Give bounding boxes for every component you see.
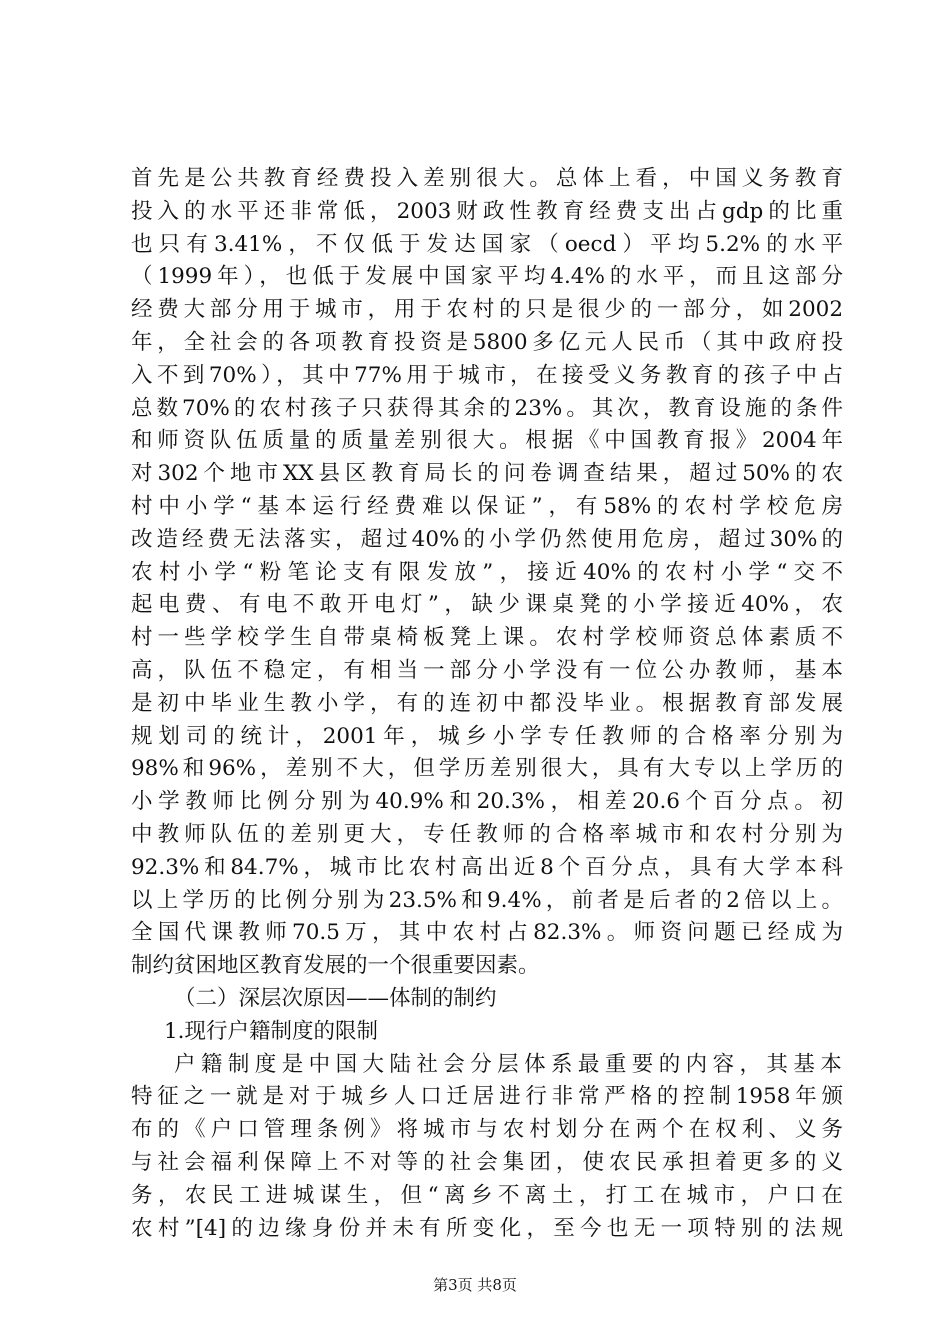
text-line: 布的《户口管理条例》将城市与农村划分在两个在权利、义务: [131, 1117, 843, 1143]
text-line: 和师资队伍质量的质量差别很大。根据《中国教育报》2004年: [131, 428, 843, 454]
text-line: 小学教师比例分别为40.9%和20.3%，相差20.6个百分点。初: [131, 789, 843, 815]
page-number: 第3页 共8页: [433, 1276, 517, 1294]
text-line: 规划司的统计，2001年，城乡小学专任教师的合格率分别为: [131, 723, 843, 749]
text-line: 务，农民工进城谋生，但“离乡不离土，打工在城市，户口在: [131, 1182, 843, 1208]
text-line: 投入的水平还非常低，2003财政性教育经费支出占gdp的比重: [131, 198, 843, 224]
text-line: 村一些学校学生自带桌椅板凳上课。农村学校师资总体素质不: [131, 625, 843, 651]
body-text: [131, 163, 843, 1245]
subsection-heading: 1.现行户籍制度的限制: [164, 1018, 379, 1044]
text-line: 入不到70%），其中77%用于城市，在接受义务教育的孩子中占: [131, 362, 843, 388]
text-line: 改造经费无法落实，超过40%的小学仍然使用危房，超过30%的: [131, 526, 843, 552]
text-line: 高，队伍不稳定，有相当一部分小学没有一位公办教师，基本: [131, 657, 843, 683]
text-line: 也只有3.41%，不仅低于发达国家（oecd）平均5.2%的水平: [131, 231, 843, 257]
section-heading: （二）深层次原因——体制的制约: [174, 985, 497, 1011]
page-footer: [0, 1274, 950, 1295]
text-line: （1999年），也低于发展中国家平均4.4%的水平，而且这部分: [131, 264, 843, 290]
text-line: 98%和96%，差别不大，但学历差别很大，具有大专以上学历的: [131, 756, 843, 782]
text-line: 首先是公共教育经费投入差别很大。总体上看，中国义务教育: [131, 166, 843, 191]
text-line: 制约贫困地区教育发展的一个很重要因素。: [131, 953, 540, 979]
text-line: 特征之一就是对于城乡人口迁居进行非常严格的控制1958年颁: [131, 1084, 843, 1110]
text-line: 全国代课教师70.5万，其中农村占82.3%。师资问题已经成为: [131, 920, 843, 946]
text-line: 经费大部分用于城市，用于农村的只是很少的一部分，如2002: [131, 297, 843, 323]
text-line: 中教师队伍的差别更大，专任教师的合格率城市和农村分别为: [131, 821, 843, 847]
text-line: 农村”[4]的边缘身份并未有所变化，至今也无一项特别的法规: [131, 1215, 843, 1241]
text-line: 以上学历的比例分别为23.5%和9.4%，前者是后者的2倍以上。: [131, 887, 843, 913]
text-line: 农村小学“粉笔论支有限发放”，接近40%的农村小学“交不: [131, 559, 843, 585]
text-line: 起电费、有电不敢开电灯”，缺少课桌凳的小学接近40%，农: [131, 592, 843, 618]
text-line: 总数70%的农村孩子只获得其余的23%。其次，教育设施的条件: [131, 395, 843, 421]
text-line: 户籍制度是中国大陆社会分层体系最重要的内容，其基本: [174, 1051, 843, 1077]
text-line: 对302个地市XX县区教育局长的问卷调查结果，超过50%的农: [131, 461, 843, 487]
text-line: 村中小学“基本运行经费难以保证”，有58%的农村学校危房: [131, 493, 843, 519]
text-line: 92.3%和84.7%，城市比农村高出近8个百分点，具有大学本科: [131, 854, 843, 880]
text-line: 与社会福利保障上不对等的社会集团，使农民承担着更多的义: [131, 1149, 843, 1175]
text-line: 是初中毕业生教小学，有的连初中都没毕业。根据教育部发展: [131, 690, 843, 716]
text-line: 年，全社会的各项教育投资是5800多亿元人民币（其中政府投: [131, 329, 843, 355]
